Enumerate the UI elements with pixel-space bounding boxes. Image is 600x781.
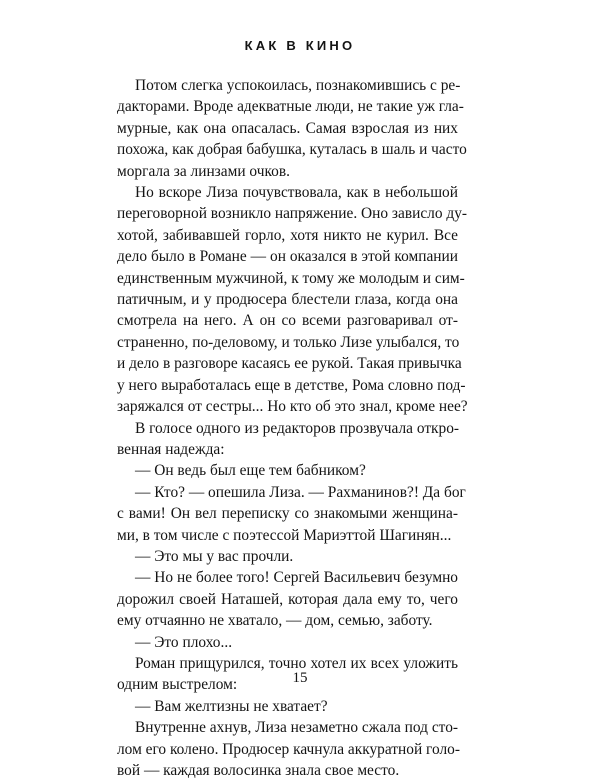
page-number: 15 <box>292 670 308 686</box>
text-line: венная надежда: <box>117 440 225 458</box>
text-line: моргала за линзами очков. <box>117 162 290 180</box>
text-line: — Кто? — опешила Лиза. — Рахманинов?! Да бог <box>135 483 466 501</box>
text-line: вой — каждая волосинка знала свое место. <box>117 762 400 779</box>
text-line: — Это плохо... <box>135 633 233 651</box>
text-line: — Это мы у вас прочли. <box>135 547 294 565</box>
text-line: мурные, как она опасалась. Самая взрослая из них <box>117 119 458 137</box>
text-line: с вами! Он вел переписку со знакомыми женщина- <box>117 505 458 523</box>
text-line: и дело в разговоре касаясь ее рукой. Такая привычка <box>117 355 462 373</box>
text-line: у него выработалась еще в детстве, Рома словно под- <box>117 376 466 394</box>
text-line: — Но не более того! Сергей Васильевич безумно <box>135 569 458 587</box>
text-line: переговорной возникло напряжение. Оно зависло ду- <box>117 205 468 223</box>
text-line: страненно, по-деловому, и только Лизе улыбался, то <box>117 333 460 351</box>
text-line: Роман прищурился, точно хотел их всех уложить <box>135 654 458 672</box>
text-line: ему отчаянно не хватало, — дом, семью, заботу. <box>117 612 433 630</box>
text-line: хотой, забивавшей горло, хотя никто не курил. Все <box>117 226 458 244</box>
text-line: — Вам желтизны не хватает? <box>135 697 328 715</box>
text-line: Но вскоре Лиза почувствовала, как в небольшой <box>135 184 458 202</box>
text-line: смотрела на него. А он со всеми разговаривал от- <box>117 312 458 330</box>
running-head: КАК В КИНО <box>244 38 356 53</box>
text-line: дело было в Романе — он оказался в этой компании <box>117 248 458 266</box>
text-line: ми, в том числе с поэтессой Мариэттой Шагинян... <box>117 526 452 544</box>
text-line: дорожил своей Наташей, которая дала ему то, чего <box>117 590 458 608</box>
text-line: патичным, и у продюсера блестели глаза, когда она <box>117 291 458 309</box>
text-line: единственным мужчиной, к тому же молодым и сим- <box>117 269 465 287</box>
text-line: Внутренне ахнув, Лиза незаметно сжала под сто- <box>135 719 459 737</box>
text-line: — Он ведь был еще тем бабником? <box>135 462 366 480</box>
text-line: похожа, как добрая бабушка, куталась в шаль и часто <box>117 141 467 159</box>
text-line: дакторами. Вроде адекватные люди, не такие уж гла- <box>117 98 464 116</box>
text-line: В голосе одного из редакторов прозвучала откро- <box>135 419 460 437</box>
text-line: одним выстрелом: <box>117 676 238 694</box>
text-line: заряжался от сестры... Но кто об это знал, кроме нее? <box>117 398 468 416</box>
text-line: лом его колено. Продюсер качнула аккуратной голо- <box>117 740 460 758</box>
text-line: Потом слегка успокоилась, познакомившись с ре- <box>135 77 461 94</box>
